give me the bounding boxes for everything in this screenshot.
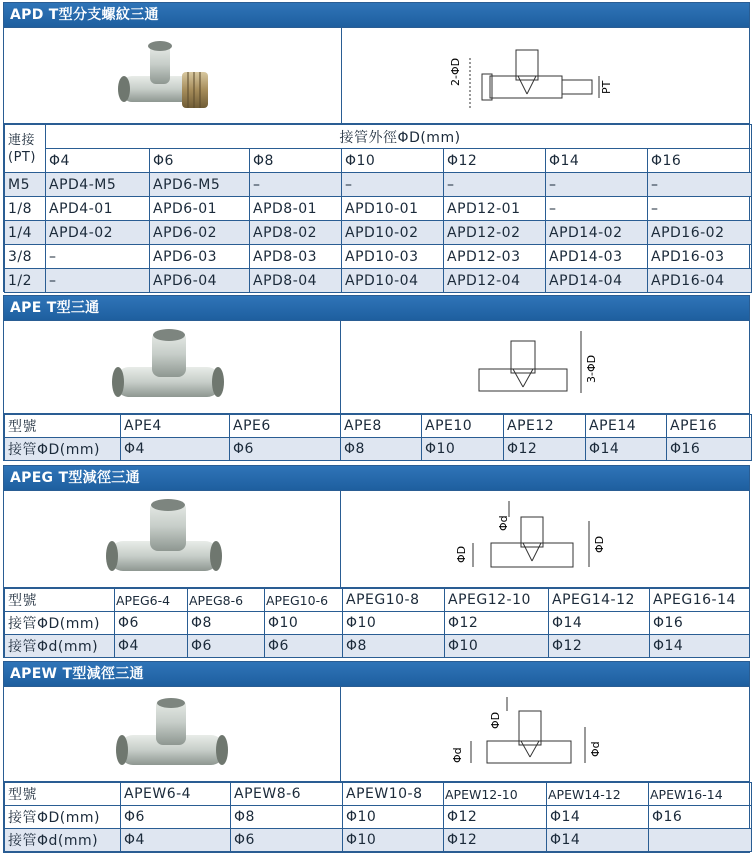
apeg-model-cell: APEG8-6 (188, 589, 265, 612)
apd-col-header: Φ12 (444, 149, 546, 173)
ape-dia-cell: Φ4 (121, 438, 230, 461)
ape-model-cell: APE16 (667, 415, 752, 438)
table-row (5, 829, 752, 852)
apd-pt-cell: M5 (5, 173, 46, 197)
apd-table (4, 124, 752, 293)
apeg-d-cell: Φ8 (343, 635, 445, 658)
apew-D-cell: Φ12 (444, 806, 547, 829)
apd-cell: APD6-03 (150, 245, 250, 269)
apd-cell: APD8-03 (250, 245, 342, 269)
apew-title: APEW T型減徑三通 (4, 662, 749, 686)
table-row (5, 197, 752, 221)
apd-cell: – (648, 197, 752, 221)
apeg-diagram (340, 491, 749, 587)
apew-fitting-photo (4, 687, 340, 781)
apd-dim-PT: PT (600, 80, 613, 94)
apd-cell: APD8-01 (250, 197, 342, 221)
ape-dim-3D: 3-ΦD (585, 354, 598, 383)
ape-model-cell: APE6 (230, 415, 341, 438)
apew-D-cell: Φ6 (121, 806, 231, 829)
table-row (5, 173, 752, 197)
apeg-model-cell: APEG16-14 (650, 589, 750, 612)
table-row (5, 635, 750, 658)
apeg-model-label: 型號 (5, 589, 115, 612)
apd-cell: APD16-02 (648, 221, 752, 245)
apd-cell: APD12-02 (444, 221, 546, 245)
apeg-section (3, 465, 750, 658)
apew-D-label: 接管ΦD(mm) (5, 806, 121, 829)
table-row (5, 438, 752, 461)
apeg-model-cell: APEG6-4 (115, 589, 188, 612)
apeg-model-cell: APEG12-10 (445, 589, 549, 612)
apd-col-header: Φ6 (150, 149, 250, 173)
apd-dimension-drawing (342, 28, 750, 123)
apd-cell: APD6-M5 (150, 173, 250, 197)
apd-cell: – (546, 173, 648, 197)
apeg-dim-D-right: ΦD (593, 535, 606, 553)
ape-dia-cell: Φ14 (586, 438, 667, 461)
apd-image-row (4, 27, 749, 124)
apeg-model-cell: APEG14-12 (549, 589, 650, 612)
apeg-d-cell: Φ12 (549, 635, 650, 658)
apew-model-cell: APEW14-12 (547, 783, 649, 806)
apd-section (3, 2, 750, 292)
apeg-D-label: 接管ΦD(mm) (5, 612, 115, 635)
apeg-dim-d: Φd (497, 515, 510, 531)
apeg-D-cell: Φ10 (343, 612, 445, 635)
apd-cell: APD14-04 (546, 269, 648, 293)
apeg-d-cell: Φ6 (188, 635, 265, 658)
apd-cell: – (648, 173, 752, 197)
apd-col-header: Φ16 (648, 149, 752, 173)
apd-pt-cell: 1/2 (5, 269, 46, 293)
apeg-D-cell: Φ6 (115, 612, 188, 635)
apeg-D-cell: Φ16 (650, 612, 750, 635)
apd-diagram (341, 28, 749, 123)
apd-pt-cell: 1/4 (5, 221, 46, 245)
apd-cell: APD10-04 (342, 269, 444, 293)
apd-cell: APD12-03 (444, 245, 546, 269)
apew-image-row (4, 686, 749, 782)
apew-d-cell: Φ4 (121, 829, 231, 852)
table-row (5, 245, 752, 269)
ape-model-label: 型號 (5, 415, 121, 438)
apd-cell: APD6-02 (150, 221, 250, 245)
apd-cell: – (546, 197, 648, 221)
apd-col-header: Φ4 (46, 149, 150, 173)
apd-cell: APD4-M5 (46, 173, 150, 197)
apeg-fitting-photo (4, 491, 340, 587)
apd-cell: APD14-03 (546, 245, 648, 269)
ape-table (4, 414, 752, 461)
ape-dia-cell: Φ12 (504, 438, 586, 461)
apew-D-cell: Φ14 (547, 806, 649, 829)
ape-model-cell: APE8 (341, 415, 422, 438)
apeg-d-label: 接管Φd(mm) (5, 635, 115, 658)
table-row (5, 589, 750, 612)
table-row (5, 221, 752, 245)
ape-dia-cell: Φ16 (667, 438, 752, 461)
apd-pt-cell: 3/8 (5, 245, 46, 269)
apd-cell: APD12-01 (444, 197, 546, 221)
table-row (5, 415, 752, 438)
ape-fitting-photo (4, 321, 340, 413)
apd-title: APD T型分支螺紋三通 (4, 3, 749, 27)
apew-D-cell: Φ8 (231, 806, 343, 829)
apew-D-cell: Φ10 (343, 806, 444, 829)
apew-model-cell: APEW12-10 (444, 783, 547, 806)
apd-cell: APD4-02 (46, 221, 150, 245)
apew-d-cell: Φ12 (444, 829, 547, 852)
ape-dimension-drawing (341, 321, 750, 413)
apd-dim-2D: 2-ΦD (449, 57, 462, 86)
table-row (5, 783, 752, 806)
apeg-D-cell: Φ12 (445, 612, 549, 635)
apd-col-header: Φ8 (250, 149, 342, 173)
apeg-photo (4, 491, 340, 587)
apeg-D-cell: Φ10 (265, 612, 343, 635)
table-row (5, 269, 752, 293)
ape-model-cell: APE12 (504, 415, 586, 438)
apew-model-cell: APEW6-4 (121, 783, 231, 806)
apd-cell: – (46, 245, 150, 269)
apew-table (4, 782, 752, 852)
apew-d-cell: Φ6 (231, 829, 343, 852)
apd-cell: APD8-02 (250, 221, 342, 245)
apd-col-header: Φ14 (546, 149, 648, 173)
apew-d-cell-empty (649, 829, 752, 852)
apd-conn-label: 連接 (PT) (5, 125, 46, 173)
apew-dim-D: ΦD (489, 711, 502, 729)
apeg-d-cell: Φ14 (650, 635, 750, 658)
apd-cell: – (250, 173, 342, 197)
apew-D-cell: Φ16 (649, 806, 752, 829)
ape-diagram (340, 321, 749, 413)
apd-cell: APD10-03 (342, 245, 444, 269)
apeg-model-cell: APEG10-6 (265, 589, 343, 612)
ape-model-cell: APE14 (586, 415, 667, 438)
apd-cell: – (46, 269, 150, 293)
ape-model-cell: APE4 (121, 415, 230, 438)
ape-dia-cell: Φ8 (341, 438, 422, 461)
apeg-image-row (4, 490, 749, 588)
apeg-model-cell: APEG10-8 (343, 589, 445, 612)
apew-d-cell: Φ10 (343, 829, 444, 852)
apd-cell: APD12-04 (444, 269, 546, 293)
apeg-D-cell: Φ8 (188, 612, 265, 635)
apd-col-header: Φ10 (342, 149, 444, 173)
ape-title: APE T型三通 (4, 296, 749, 320)
apew-diagram (340, 687, 749, 781)
apeg-d-cell: Φ6 (265, 635, 343, 658)
apeg-title: APEG T型減徑三通 (4, 466, 749, 490)
apeg-d-cell: Φ4 (115, 635, 188, 658)
apd-cell: APD10-01 (342, 197, 444, 221)
apew-d-label: 接管Φd(mm) (5, 829, 121, 852)
apew-d-cell: Φ14 (547, 829, 649, 852)
apeg-dim-D-left: ΦD (455, 545, 468, 563)
apd-cell: APD16-04 (648, 269, 752, 293)
apew-dim-d-left: Φd (451, 747, 464, 763)
apd-cell: APD4-01 (46, 197, 150, 221)
apd-photo (4, 28, 341, 123)
apew-dimension-drawing (341, 687, 750, 781)
apd-cell: APD10-02 (342, 221, 444, 245)
apeg-dimension-drawing (341, 491, 750, 587)
apew-section (3, 661, 750, 853)
apeg-table (4, 588, 750, 658)
apeg-d-cell: Φ10 (445, 635, 549, 658)
ape-photo (4, 321, 340, 413)
apd-cell: – (444, 173, 546, 197)
apd-fitting-photo (4, 28, 341, 123)
apew-dim-d-right: Φd (589, 741, 602, 757)
ape-model-cell: APE10 (422, 415, 504, 438)
apd-cell: APD14-02 (546, 221, 648, 245)
apd-cell: APD6-01 (150, 197, 250, 221)
ape-dia-cell: Φ6 (230, 438, 341, 461)
apeg-D-cell: Φ14 (549, 612, 650, 635)
apew-model-cell: APEW10-8 (343, 783, 444, 806)
apd-cell: APD6-04 (150, 269, 250, 293)
apd-cell: – (342, 173, 444, 197)
apew-model-cell: APEW8-6 (231, 783, 343, 806)
apd-group-label: 接管外徑ΦD(mm) (46, 125, 752, 149)
apew-photo (4, 687, 340, 781)
ape-section (3, 295, 750, 461)
apd-cell: APD16-03 (648, 245, 752, 269)
apew-model-label: 型號 (5, 783, 121, 806)
ape-dia-label: 接管ΦD(mm) (5, 438, 121, 461)
apd-cell: APD8-04 (250, 269, 342, 293)
table-row (5, 806, 752, 829)
table-row (5, 612, 750, 635)
apew-model-cell: APEW16-14 (649, 783, 752, 806)
apd-pt-cell: 1/8 (5, 197, 46, 221)
ape-image-row (4, 320, 749, 414)
ape-dia-cell: Φ10 (422, 438, 504, 461)
